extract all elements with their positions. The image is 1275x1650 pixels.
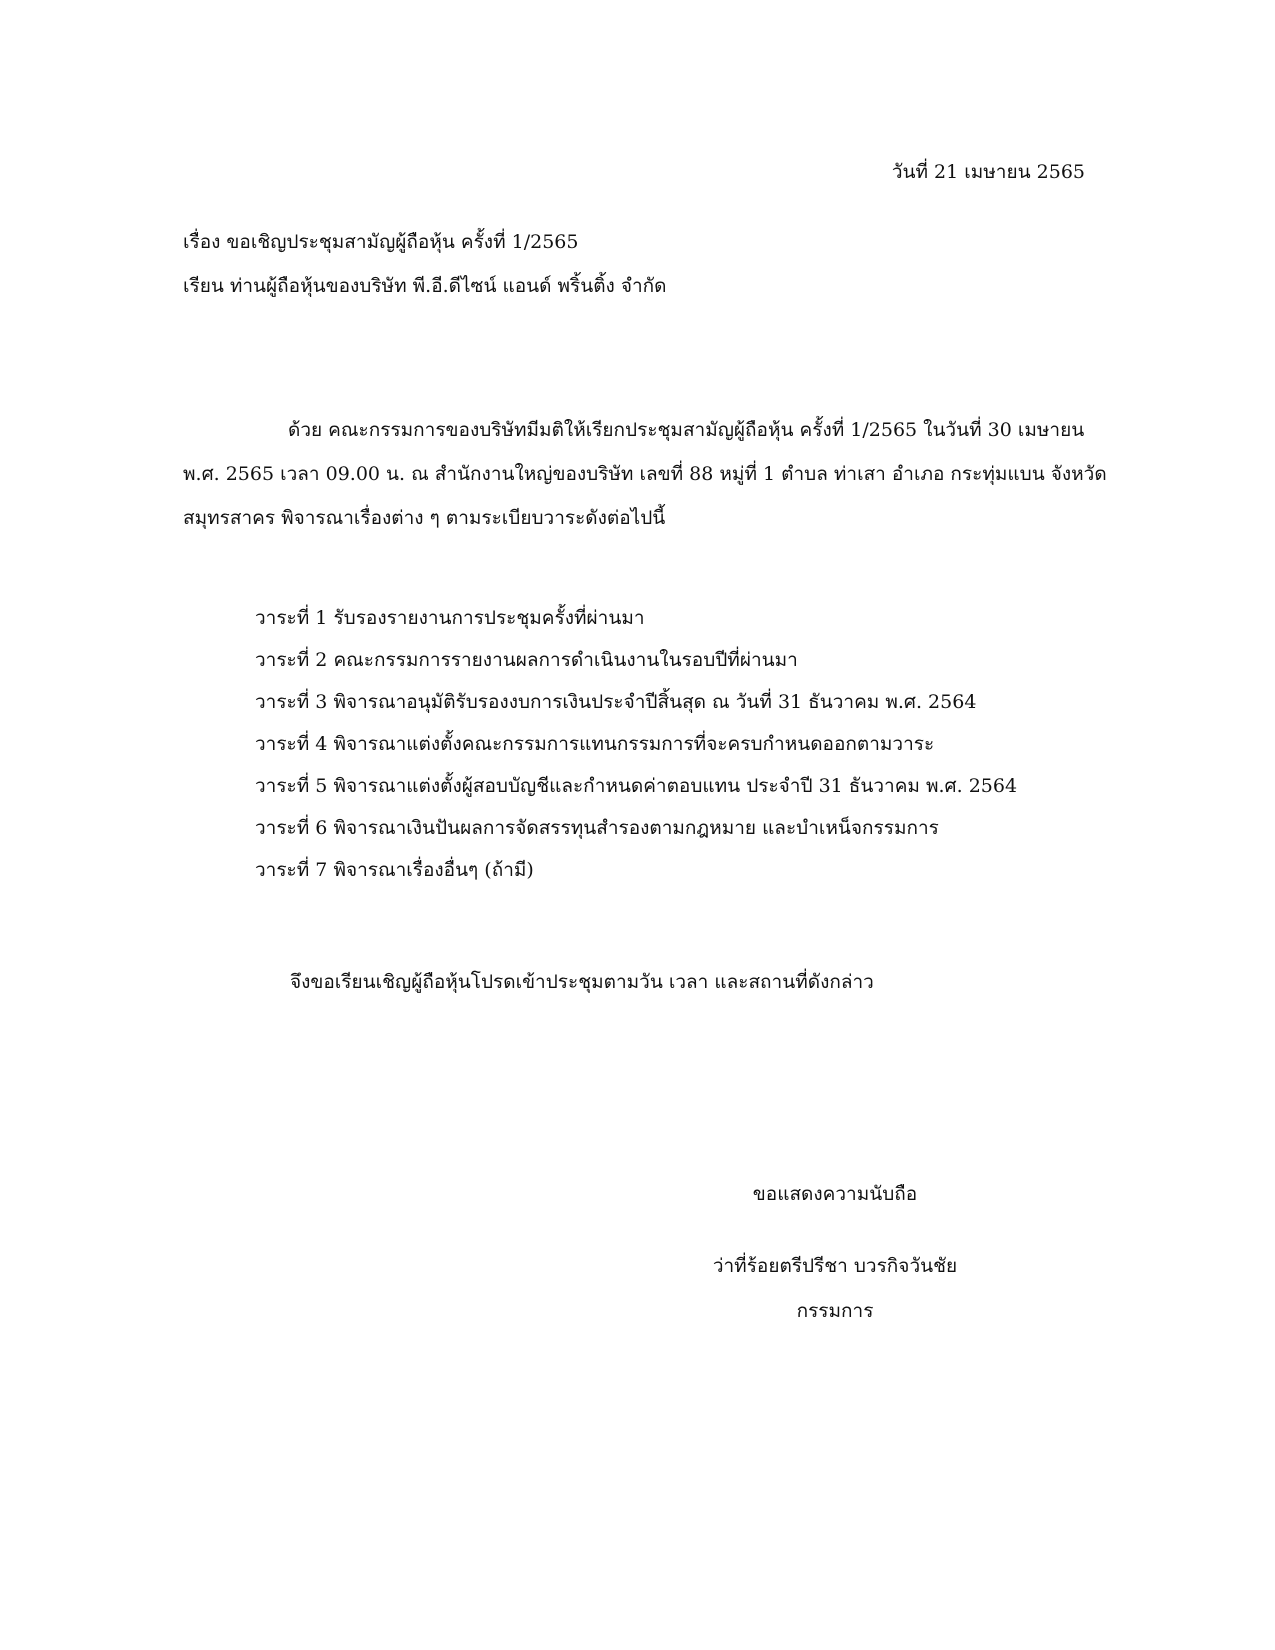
signer-title: กรรมการ — [796, 1300, 874, 1322]
agenda-item: วาระที่ 4 พิจารณาแต่งตั้งคณะกรรมการแทนกรรมการที่จะครบกำหนดออกตามวาระ — [255, 733, 935, 755]
agenda-item: วาระที่ 2 คณะกรรมการรายงานผลการดำเนินงานในรอบปีที่ผ่านมา — [255, 649, 798, 671]
signer-name: ว่าที่ร้อยตรีปรีชา บวรกิจวันชัย — [712, 1255, 958, 1277]
body-paragraph — [183, 408, 1107, 540]
body-line: พ.ศ. 2565 เวลา 09.00 น. ณ สำนักงานใหญ่ของบริษัท เลขที่ 88 หมู่ที่ 1 ตำบล ท่าเสา อำเภอ กระทุ่มแบน จังหวัด — [183, 463, 1107, 485]
closing-invitation: จึงขอเรียนเชิญผู้ถือหุ้นโปรดเข้าประชุมตามวัน เวลา และสถานที่ดังกล่าว — [290, 971, 874, 993]
body-line: ด้วย คณะกรรมการของบริษัทมีมติให้เรียกประชุมสามัญผู้ถือหุ้น ครั้งที่ 1/2565 ในวันที่ 30 เมษายน — [288, 419, 1085, 441]
agenda-list — [255, 604, 1017, 898]
body-line: สมุทรสาคร พิจารณาเรื่องต่าง ๆ ตามระเบียบวาระดังต่อไปนี้ — [183, 507, 666, 529]
letter-subject: เรื่อง ขอเชิญประชุมสามัญผู้ถือหุ้น ครั้งที่ 1/2565 — [183, 231, 579, 253]
agenda-item: วาระที่ 5 พิจารณาแต่งตั้งผู้สอบบัญชีและกำหนดค่าตอบแทน ประจำปี 31 ธันวาคม พ.ศ. 2564 — [255, 775, 1018, 797]
agenda-item: วาระที่ 1 รับรองรายงานการประชุมครั้งที่ผ่านมา — [255, 607, 645, 629]
letter-date: วันที่ 21 เมษายน 2565 — [891, 161, 1085, 183]
letter-recipient: เรียน ท่านผู้ถือหุ้นของบริษัท พี.อี.ดีไซน์ แอนด์ พริ้นติ้ง จำกัด — [183, 275, 667, 297]
regards-text: ขอแสดงความนับถือ — [752, 1183, 918, 1205]
agenda-item: วาระที่ 7 พิจารณาเรื่องอื่นๆ (ถ้ามี) — [255, 859, 534, 881]
agenda-item: วาระที่ 3 พิจารณาอนุมัติรับรองงบการเงินประจำปีสิ้นสุด ณ วันที่ 31 ธันวาคม พ.ศ. 2564 — [255, 691, 977, 713]
agenda-item: วาระที่ 6 พิจารณาเงินปันผลการจัดสรรทุนสำรองตามกฎหมาย และบำเหน็จกรรมการ — [255, 817, 939, 839]
